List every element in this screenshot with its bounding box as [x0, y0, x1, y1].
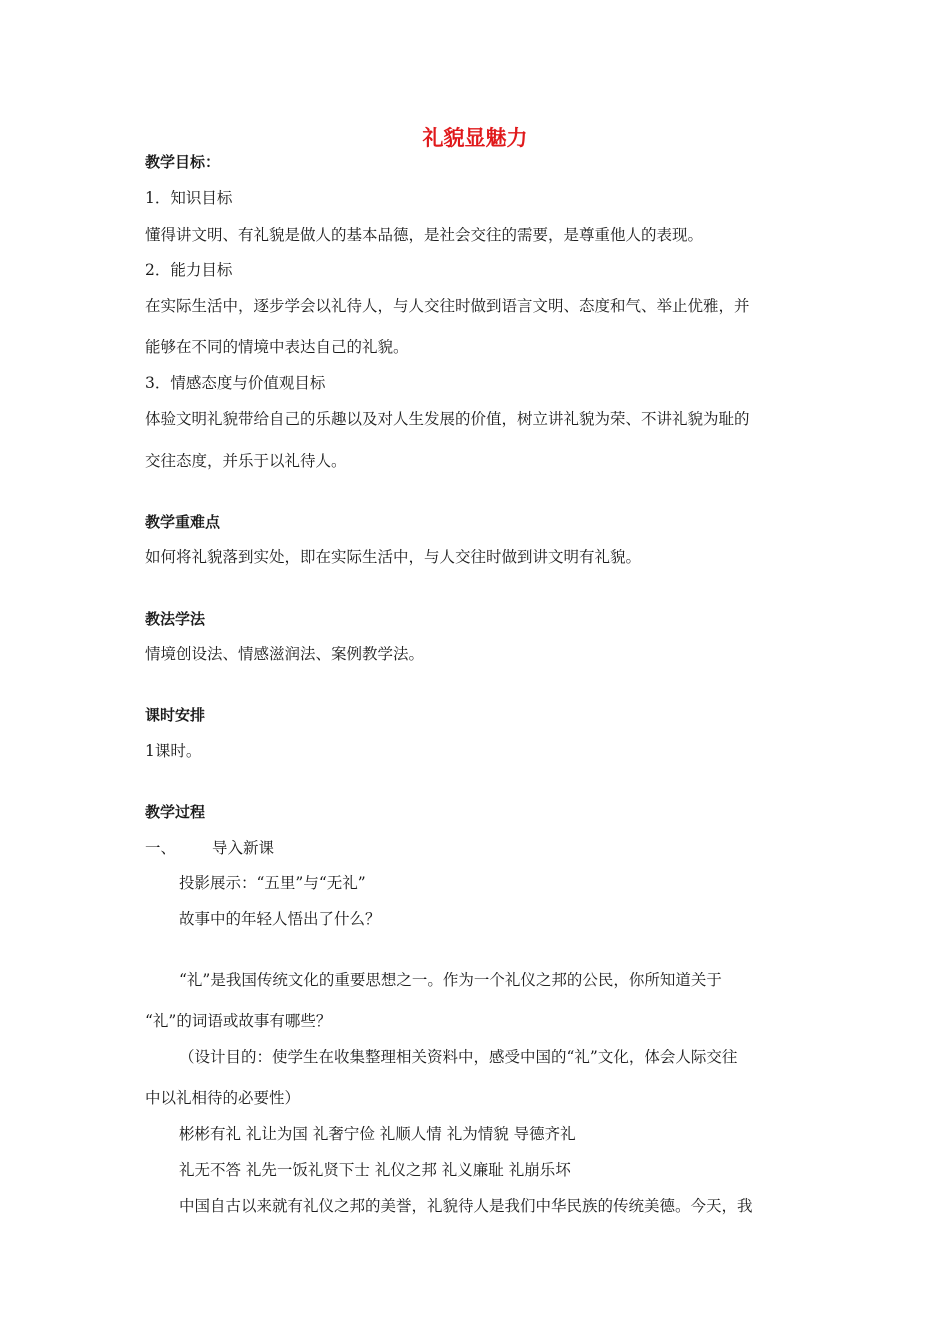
- knowledge-goal-text: 懂得讲文明、有礼貌是做人的基本品德，是社会交往的需要，是尊重他人的表现。: [145, 226, 704, 244]
- methods-text: 情境创设法、情感滋润法、案例教学法。: [145, 645, 425, 663]
- document-title: 礼貌显魅力: [422, 126, 528, 150]
- schedule-heading: 课时安排: [145, 706, 206, 724]
- projection-line: 投影展示：“五里”与“无礼”: [179, 874, 366, 892]
- idioms-row-1: 彬彬有礼 礼让为国 礼奢宁俭 礼顺人情 礼为情貌 导德齐礼: [179, 1125, 576, 1143]
- ability-goal-line-2: 能够在不同的情境中表达自己的礼貌。: [145, 338, 409, 356]
- attitude-goal-label: 3．情感态度与价值观目标: [145, 374, 326, 392]
- section-1-heading: [145, 838, 274, 858]
- attitude-goal-line-2: 交往态度，并乐于以礼待人。: [145, 452, 347, 470]
- knowledge-goal-label: 1．知识目标: [145, 189, 233, 207]
- li-question-line-2: “礼”的词语或故事有哪些？: [145, 1012, 332, 1030]
- section-1-title: 导入新课: [212, 839, 275, 857]
- li-question-line-1: “礼”是我国传统文化的重要思想之一。作为一个礼仪之邦的公民，你所知道关于: [179, 971, 722, 989]
- ability-goal-label: 2．能力目标: [145, 261, 233, 279]
- key-points-text: 如何将礼貌落到实处，即在实际生活中，与人交往时做到讲文明有礼貌。: [145, 548, 642, 566]
- goals-heading: 教学目标：: [145, 153, 221, 171]
- design-purpose-line-1: （设计目的：使学生在收集整理相关资料中，感受中国的“礼”文化，体会人际交往: [179, 1048, 738, 1066]
- section-1-number: 一、: [145, 839, 177, 857]
- schedule-text: 1课时。: [145, 742, 202, 760]
- idioms-row-2: 礼无不答 礼先一饭礼贤下士 礼仪之邦 礼义廉耻 礼崩乐坏: [179, 1161, 571, 1179]
- process-heading: 教学过程: [145, 803, 206, 821]
- methods-heading: 教法学法: [145, 610, 206, 628]
- closing-line: 中国自古以来就有礼仪之邦的美誉，礼貌待人是我们中华民族的传统美德。今天，我: [179, 1197, 753, 1215]
- key-points-heading: 教学重难点: [145, 513, 221, 531]
- attitude-goal-line-1: 体验文明礼貌带给自己的乐趣以及对人生发展的价值，树立讲礼貌为荣、不讲礼貌为耻的: [145, 410, 750, 428]
- ability-goal-line-1: 在实际生活中，逐步学会以礼待人，与人交往时做到语言文明、态度和气、举止优雅，并: [145, 297, 750, 315]
- design-purpose-line-2: 中以礼相待的必要性）: [145, 1089, 301, 1107]
- story-question: 故事中的年轻人悟出了什么？: [179, 910, 381, 928]
